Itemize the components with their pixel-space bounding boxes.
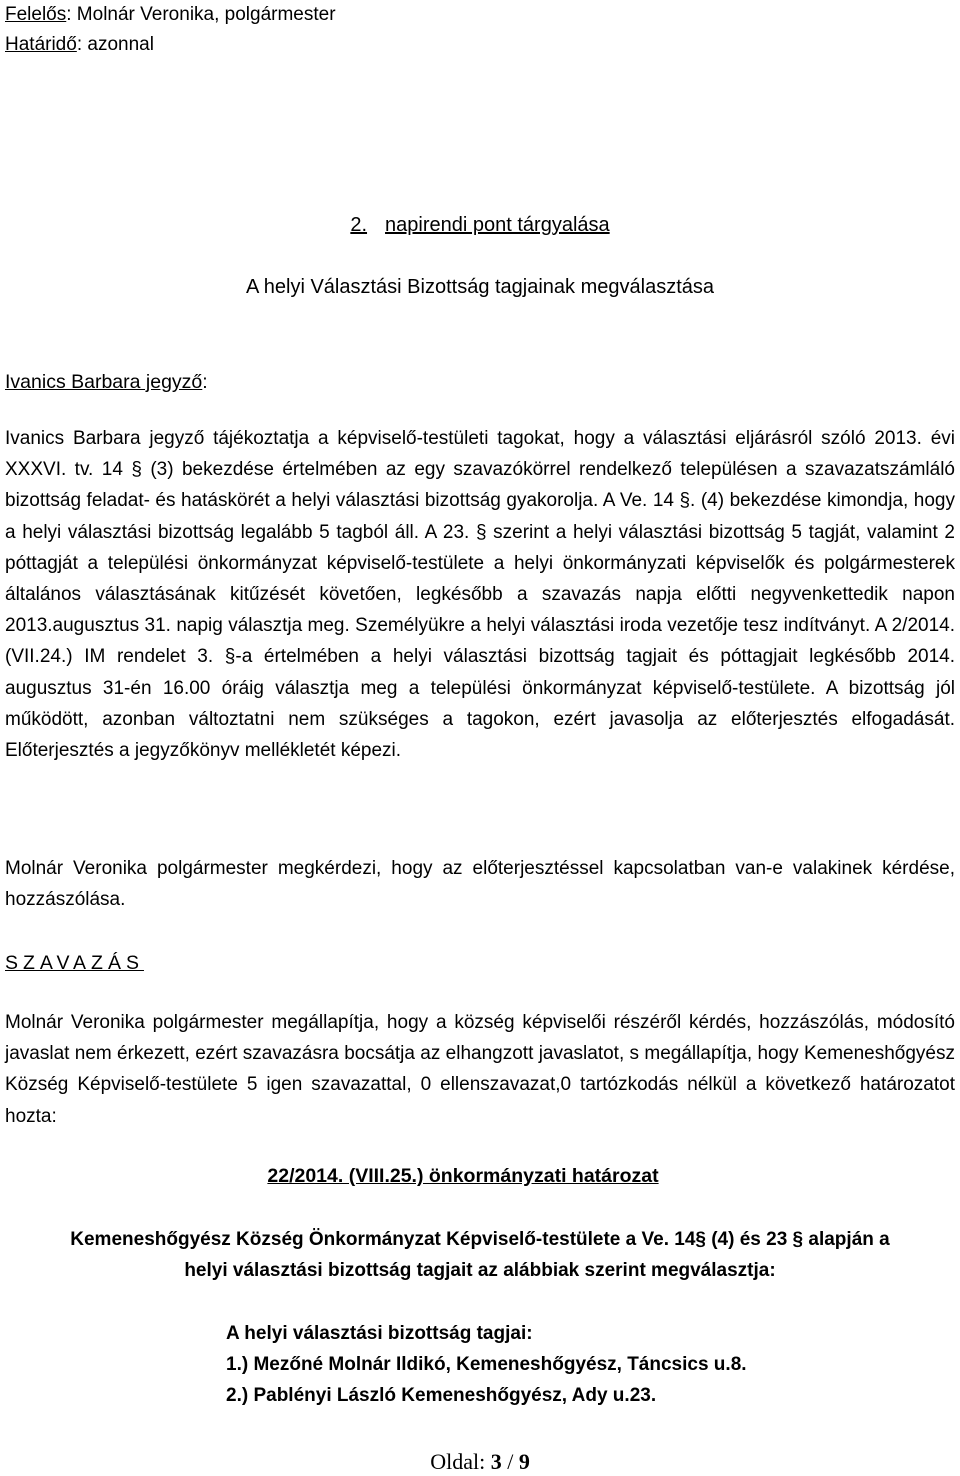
speaker-name: Ivanics Barbara jegyző <box>5 371 203 393</box>
resolution-text-line1: Kemeneshőgyész Község Önkormányzat Képviselő-testülete a Ve. 14§ (4) és 23 § alapján a <box>70 1229 890 1250</box>
page-number-footer <box>5 1448 955 1476</box>
deadline-label: Határidő <box>5 34 77 55</box>
page-total: 9 <box>518 1449 530 1474</box>
deadline-line <box>5 30 955 60</box>
speaker-colon: : <box>202 371 208 393</box>
responsible-label: Felelős <box>5 4 67 25</box>
responsible-line <box>5 0 955 30</box>
speaker-heading <box>5 367 208 397</box>
resolution-title: 22/2014. (VIII.25.) önkormányzati határozat <box>267 1165 659 1187</box>
agenda-heading <box>5 210 955 240</box>
responsible-value: : Molnár Veronika, polgármester <box>66 4 336 25</box>
jegyzo-report-paragraph: Ivanics Barbara jegyző tájékoztatja a képviselő-testületi tagokat, hogy a választási eljárásról szóló 2013. évi XXXVI. tv. 14 § (3) bekezdése értelmében az egy szavazókörrel rendelkező településen a szavazatszámláló bizottság feladat- és hatáskörét a helyi választási bizottság gyakorolja. A Ve. 14 §. (4) bekezdése kimondja, hogy a helyi választási bizottság legalább 5 tagból áll. A 23. § szerint a helyi választási bizottság 5 tagját, valamint 2 póttagját a települési önkormányzat képviselő-testülete a helyi önkormányzati képviselők és polgármesterek általános választásának kitűzését követően, legkésőbb a szavazás napja előtti negyvenkettedik napon 2013.augusztus 31. napig választja meg. Személyükre a helyi választási iroda vezetője tesz indítványt. A 2/2014.(VII.24.) IM rendelet 3. §-a értelmében a helyi választási bizottság tagjait és póttagjait legkésőbb 2014. augusztus 31-én 16.00 óráig választja meg a települési önkormányzat képviselő-testülete. A bizottság jól működött, azonban változtatni nem szükséges a tagokon, ezért javasolja az előterjesztés elfogadását. Előterjesztés a jegyzőkönyv mellékletét képezi. <box>5 428 955 762</box>
agenda-subtitle: A helyi Választási Bizottság tagjainak megválasztása <box>245 276 715 298</box>
member-item-1: 1.) Mezőné Molnár Ildikó, Kemeneshőgyész, Táncsics u.8. <box>226 1354 747 1375</box>
mayor-question-paragraph: Molnár Veronika polgármester megkérdezi, hogy az előterjesztéssel kapcsolatban van-e valakinek kérdése, hozzászólása. <box>5 858 955 911</box>
agenda-label: napirendi pont tárgyalása <box>385 214 610 236</box>
agenda-number: 2. <box>350 214 368 236</box>
members-heading: A helyi választási bizottság tagjai: <box>226 1323 533 1344</box>
vote-heading: SZAVAZÁS <box>5 952 144 974</box>
page-current: 3 <box>490 1449 502 1474</box>
document-page <box>5 0 955 1474</box>
resolution-text-line2: helyi választási bizottság tagjait az alábbiak szerint megválasztja: <box>184 1260 776 1281</box>
page-separator: / <box>507 1449 514 1474</box>
member-item-2: 2.) Pablényi László Kemeneshőgyész, Ady u.23. <box>226 1385 657 1406</box>
deadline-value: : azonnal <box>76 34 154 55</box>
vote-result-paragraph: Molnár Veronika polgármester megállapítja, hogy a község képviselői részéről kérdés, hozzászólás, módosító javaslat nem érkezett, ezért szavazásra bocsátja az elhangzott javaslatot, s megállapítja, hogy Kemeneshőgyész Község Képviselő-testülete 5 igen szavazattal, 0 ellenszavazat,0 tartózkodás nélkül a következő határozatot hozta: <box>5 1012 955 1127</box>
page-label: Oldal: <box>430 1449 486 1474</box>
